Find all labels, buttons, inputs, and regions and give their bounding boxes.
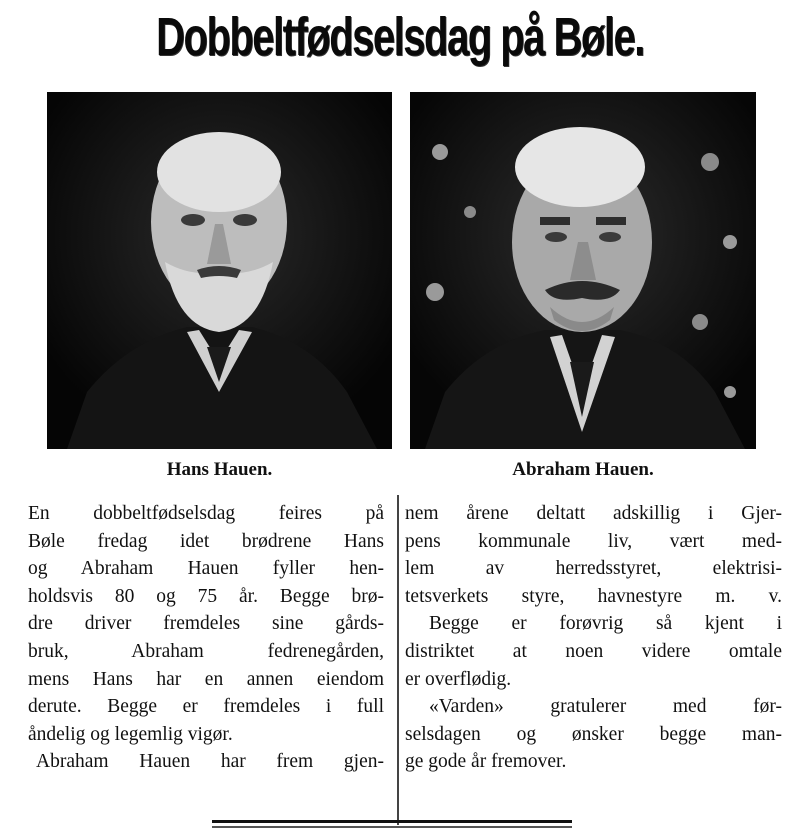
text-line: holdsvis 80 og 75 år. Begge brø-	[28, 585, 384, 607]
portrait-photo-abraham	[410, 92, 756, 449]
text-line: mens Hans har en annen eiendom	[28, 668, 384, 690]
end-rule-thin	[212, 826, 572, 828]
text-line: og Abraham Hauen fyller hen-	[28, 558, 384, 580]
text-line: pens kommunale liv, vært med-	[405, 530, 782, 552]
photo-caption-hans: Hans Hauen.	[166, 459, 273, 480]
text-line: Abraham Hauen har frem gjen-	[36, 751, 384, 773]
portrait-photo-hans	[47, 92, 392, 449]
text-line: En dobbeltfødselsdag feires på	[28, 503, 384, 524]
text-line: åndelig og legemlig vigør.	[28, 723, 233, 745]
text-line: nem årene deltatt adskillig i Gjer-	[405, 503, 782, 524]
article-column-1	[28, 500, 384, 776]
text-line: Begge er forøvrig så kjent i	[429, 613, 782, 635]
text-line: derute. Begge er fremdeles i full	[28, 696, 384, 718]
text-line: ge gode år fremover.	[405, 751, 567, 773]
text-line: selsdagen og ønsker begge man-	[405, 723, 782, 745]
text-line: lem av herredsstyret, elektrisi-	[405, 558, 782, 580]
column-divider	[397, 495, 399, 825]
text-line: Bøle fredag idet brødrene Hans	[28, 530, 384, 552]
text-line: bruk, Abraham fedrenegården,	[28, 640, 384, 662]
article-column-2	[405, 500, 782, 776]
text-line: er overflødig.	[405, 668, 512, 690]
text-line: «Varden» gratulerer med før-	[429, 696, 782, 718]
photo-caption-abraham: Abraham Hauen.	[512, 459, 654, 480]
text-line: dre driver fremdeles sine gårds-	[28, 613, 384, 635]
text-line: tetsverkets styre, havnestyre m. v.	[405, 585, 782, 607]
end-rule	[212, 820, 572, 823]
portrait-image	[47, 92, 392, 449]
text-line: distriktet at noen videre omtale	[405, 640, 782, 662]
portrait-image	[410, 92, 756, 449]
headline: Dobbeltfødselsdag på Bøle.	[156, 7, 644, 67]
